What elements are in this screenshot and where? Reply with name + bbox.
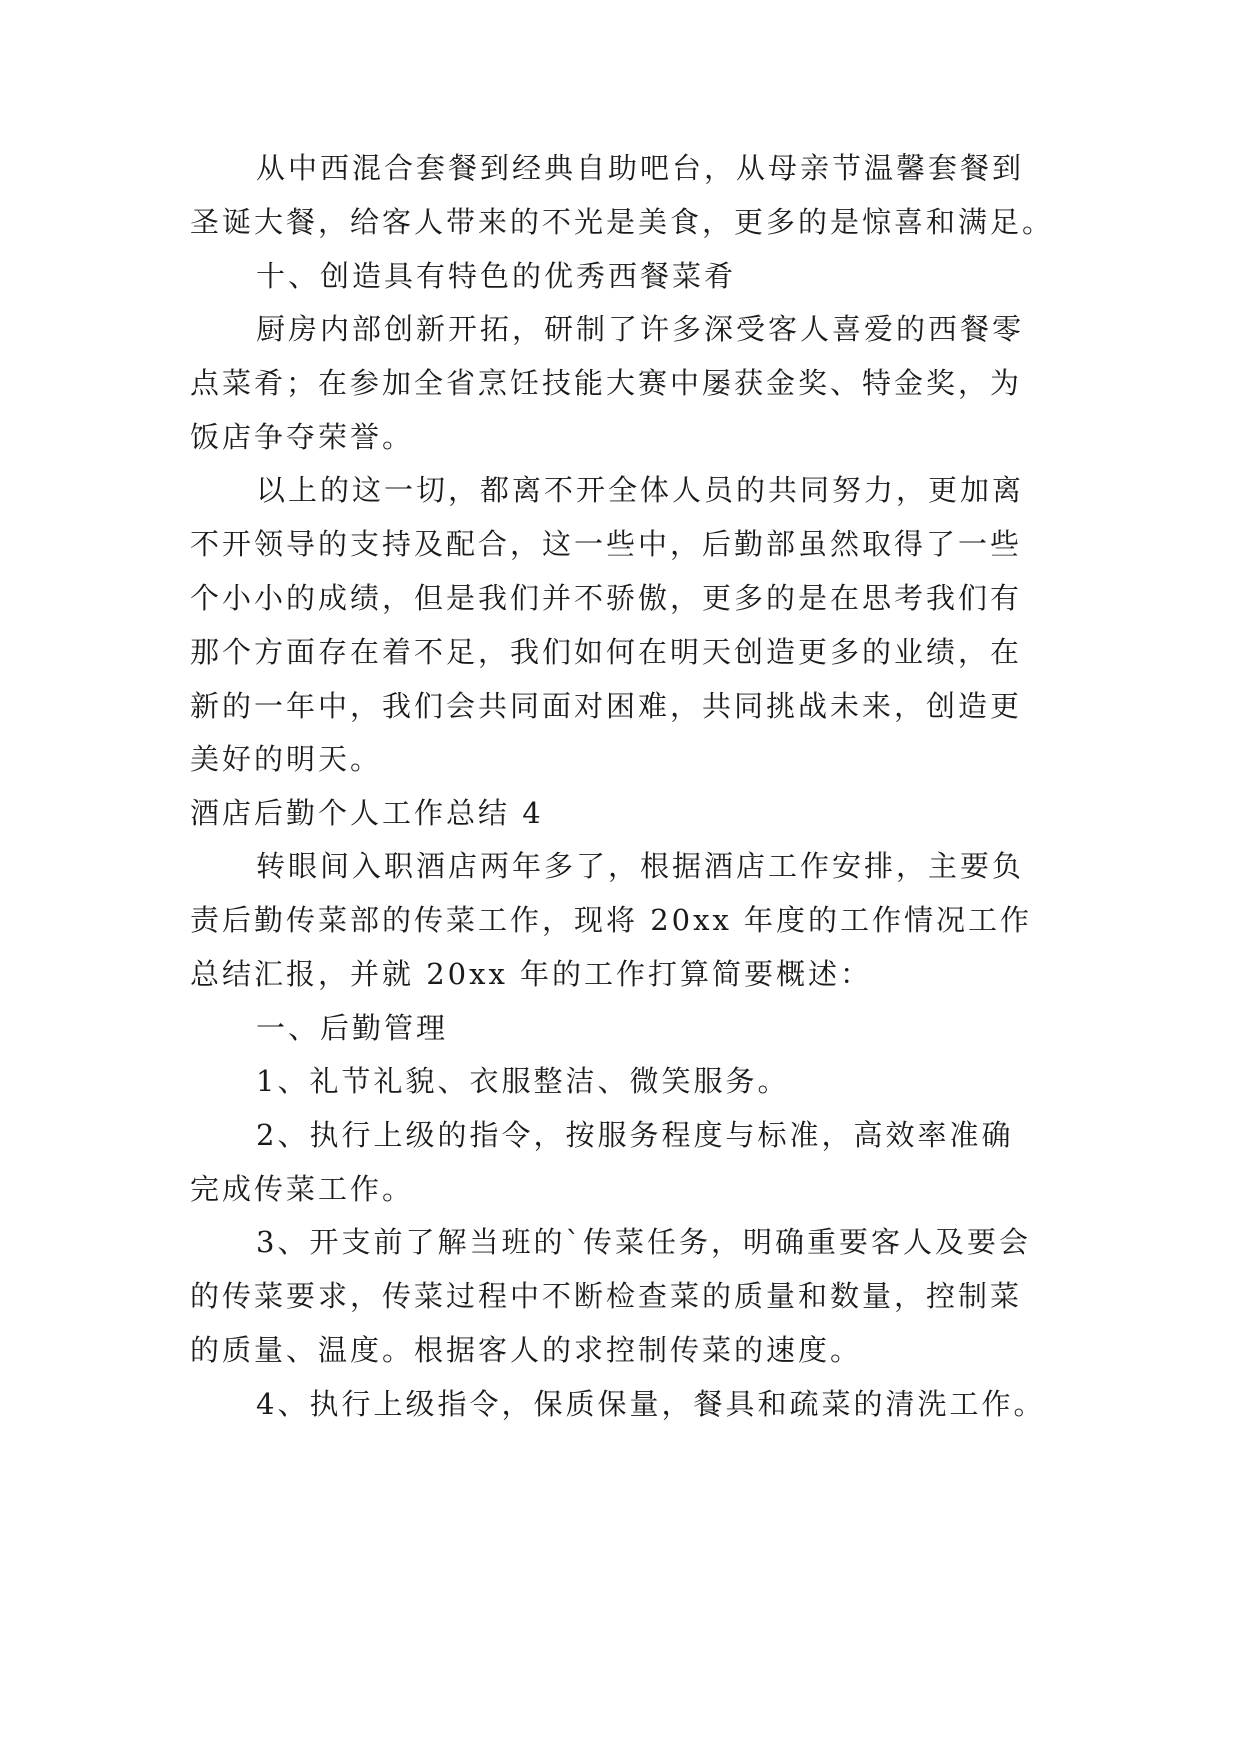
paragraph-line: 不开领导的支持及配合，这一些中，后勤部虽然取得了一些 [190,527,1023,561]
paragraph-line: 圣诞大餐，给客人带来的不光是美食，更多的是惊喜和满足。 [190,205,1055,239]
paragraph-line: 个小小的成绩，但是我们并不骄傲，更多的是在思考我们有 [190,581,1023,615]
paragraph-line: 的质量、温度。根据客人的求控制传菜的速度。 [190,1333,863,1367]
paragraph-line: 完成传菜工作。 [190,1172,415,1206]
paragraph-line: 那个方面存在着不足，我们如何在明天创造更多的业绩，在 [190,635,1023,669]
document-title: 酒店后勤个人工作总结 4 [190,796,544,830]
list-item: 2、执行上级的指令，按服务程度与标准，高效率准确 [256,1118,1014,1152]
list-item: 1、礼节礼貌、衣服整洁、微笑服务。 [256,1064,790,1098]
section-heading: 一、后勤管理 [256,1011,449,1045]
paragraph-line: 的传菜要求，传菜过程中不断检查菜的质量和数量，控制菜 [190,1279,1023,1313]
paragraph-line: 以上的这一切，都离不开全体人员的共同努力，更加离 [256,473,1025,507]
paragraph-line: 美好的明天。 [190,742,383,776]
paragraph-line: 新的一年中，我们会共同面对困难，共同挑战未来，创造更 [190,689,1023,723]
paragraph-line: 总结汇报，并就 20xx 年的工作打算简要概述： [190,957,873,991]
paragraph-line: 从中西混合套餐到经典自助吧台，从母亲节温馨套餐到 [256,151,1025,185]
paragraph-line: 点菜肴；在参加全省烹饪技能大赛中屡获金奖、特金奖，为 [190,366,1023,400]
paragraph-line: 责后勤传菜部的传菜工作，现将 20xx 年度的工作情况工作 [190,903,1033,937]
paragraph-line: 饭店争夺荣誉。 [190,420,415,454]
paragraph-line: 厨房内部创新开拓，研制了许多深受客人喜爱的西餐零 [256,312,1025,346]
list-item: 3、开支前了解当班的`传菜任务，明确重要客人及要会 [256,1225,1031,1259]
section-heading: 十、创造具有特色的优秀西餐菜肴 [256,259,737,293]
paragraph-line: 转眼间入职酒店两年多了，根据酒店工作安排，主要负 [256,849,1025,883]
list-item: 4、执行上级指令，保质保量，餐具和疏菜的清洗工作。 [256,1387,1046,1421]
